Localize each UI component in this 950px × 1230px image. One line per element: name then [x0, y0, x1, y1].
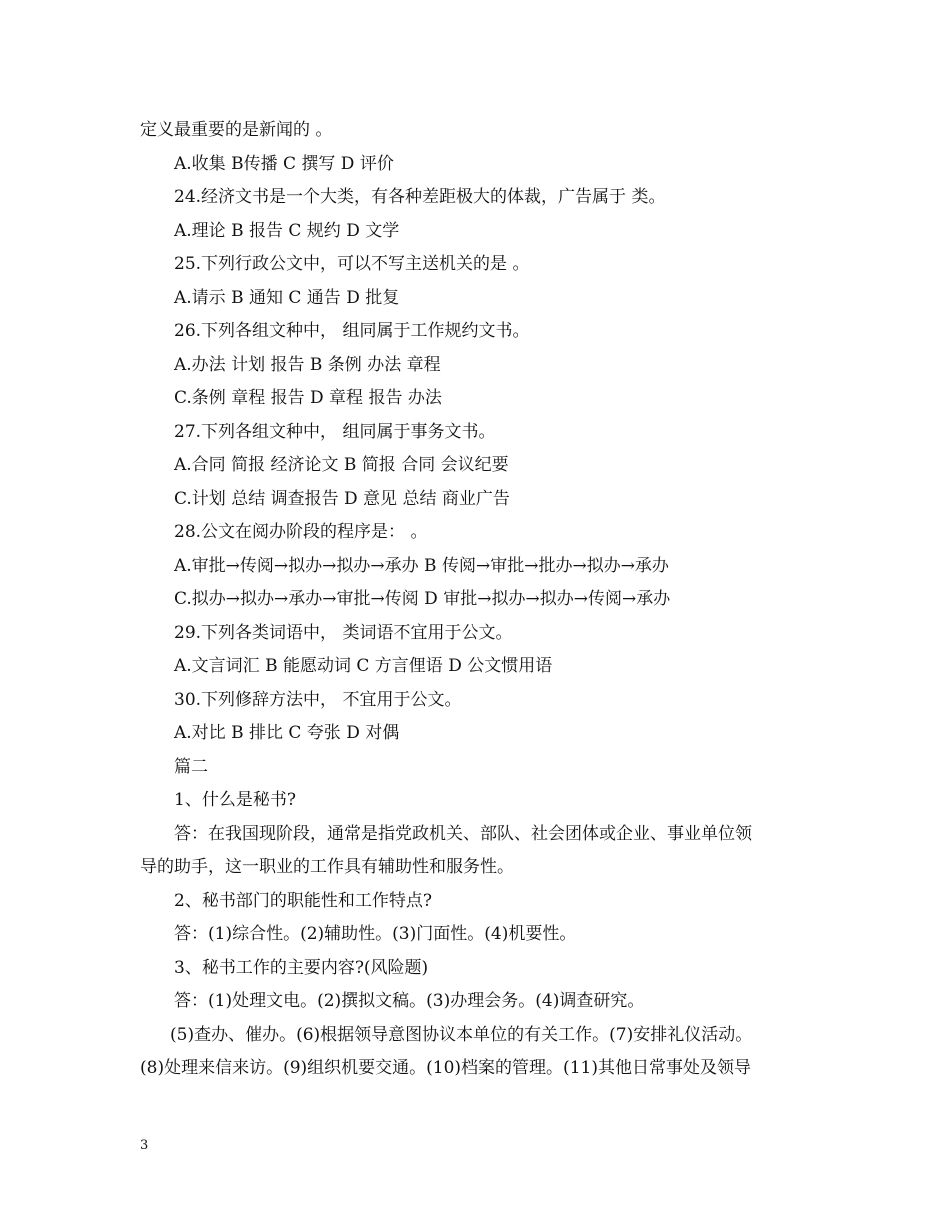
- text-line: 26.下列各组文种中， 组同属于工作规约文书。: [174, 321, 530, 341]
- page-number: 3: [140, 1138, 149, 1153]
- text-line: 定义最重要的是新闻的 。: [140, 120, 333, 140]
- text-line: A.合同 简报 经济论文 B 简报 合同 会议纪要: [174, 455, 509, 475]
- text-line: 29.下列各类词语中， 类词语不宜用于公文。: [174, 622, 513, 643]
- answer-line: (8)处理来信来访。(9)组织机要交通。(10)档案的管理。(11)其他日常事处及领导: [140, 1058, 751, 1078]
- text-line: A.对比 B 排比 C 夸张 D 对偶: [174, 723, 400, 743]
- section-heading: 篇二: [174, 756, 208, 777]
- question-line: 3、秘书工作的主要内容?(风险题): [174, 957, 429, 978]
- text-line: A.收集 B传播 C 撰写 D 评价: [174, 153, 394, 174]
- text-line: 30.下列修辞方法中， 不宜用于公文。: [174, 689, 462, 710]
- text-line: A.请示 B 通知 C 通告 D 批复: [174, 287, 400, 308]
- text-line: 25.下列行政公文中，可以不写主送机关的是 。: [174, 254, 530, 274]
- text-line: 28.公文在阅办阶段的程序是： 。: [174, 522, 428, 542]
- text-line: A.文言词汇 B 能愿动词 C 方言俚语 D 公文惯用语: [174, 656, 553, 676]
- answer-line: (5)查办、催办。(6)根据领导意图协议本单位的有关工作。(7)安排礼仪活动。: [170, 1024, 753, 1045]
- answer-line: 答：在我国现阶段，通常是指党政机关、部队、社会团体或企业、事业单位领: [174, 823, 752, 844]
- text-line: A.办法 计划 报告 B 条例 办法 章程: [174, 354, 441, 375]
- question-line: 2、秘书部门的职能性和工作特点?: [174, 890, 432, 911]
- text-line: A.理论 B 报告 C 规约 D 文学: [174, 220, 400, 241]
- text-line: C.计划 总结 调查报告 D 意见 总结 商业广告: [174, 488, 510, 509]
- answer-line: 导的助手，这一职业的工作具有辅助性和服务性。: [140, 857, 514, 877]
- text-line: C.条例 章程 报告 D 章程 报告 办法: [174, 388, 442, 408]
- text-line: C.拟办→拟办→承办→审批→传阅 D 审批→拟办→拟办→传阅→承办: [174, 589, 671, 609]
- answer-line: 答：(1)综合性。(2)辅助性。(3)门面性。(4)机要性。: [174, 924, 577, 944]
- text-line: 24.经济文书是一个大类，有各种差距极大的体裁，广告属于 类。: [174, 187, 666, 207]
- document-body: [140, 114, 830, 1086]
- question-line: 1、什么是秘书?: [174, 790, 296, 810]
- answer-line: 答：(1)处理文电。(2)撰拟文稿。(3)办理会务。(4)调查研究。: [174, 991, 645, 1011]
- text-line: A.审批→传阅→拟办→拟办→承办 B 传阅→审批→批办→拟办→承办: [174, 555, 669, 576]
- text-line: 27.下列各组文种中， 组同属于事务文书。: [174, 421, 496, 442]
